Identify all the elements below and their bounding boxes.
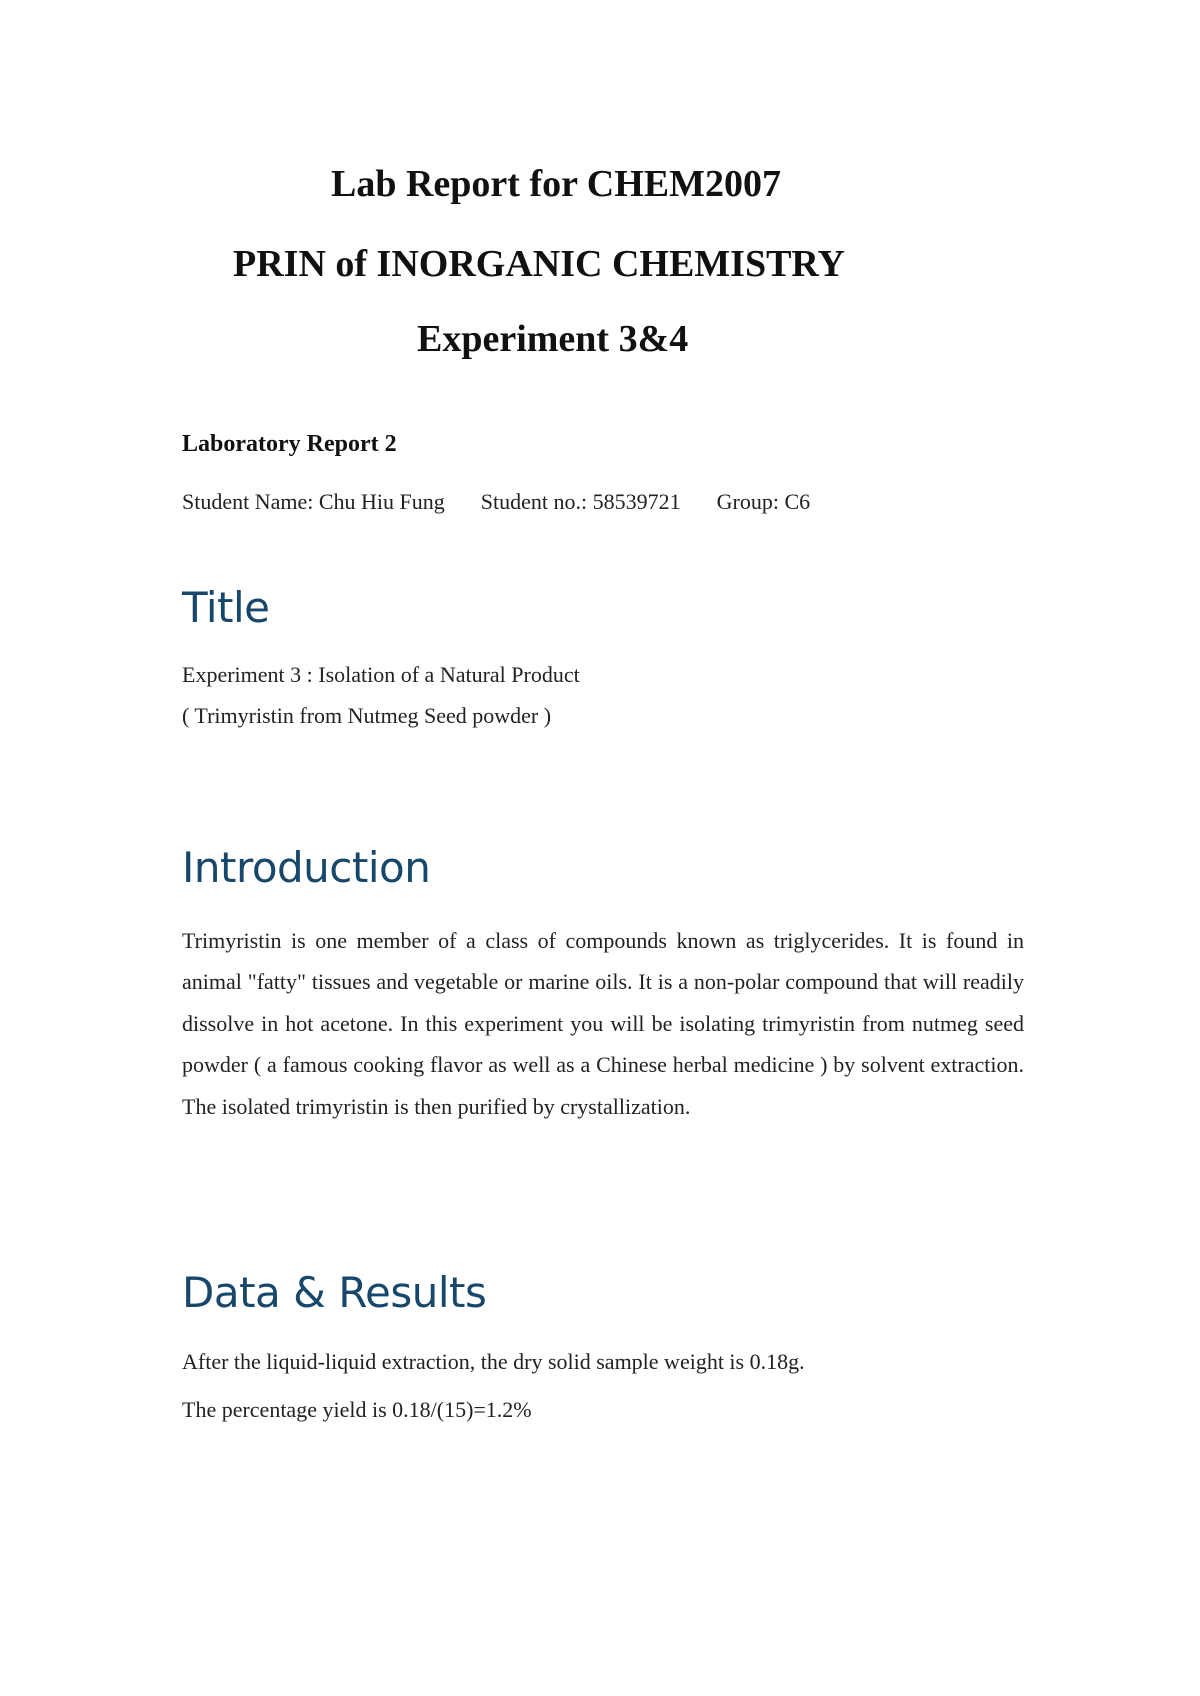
student-name: Student Name: Chu Hiu Fung: [182, 489, 445, 514]
section-heading-introduction: Introduction: [182, 843, 431, 892]
data-result-yield: The percentage yield is 0.18/(15)=1.2%: [182, 1397, 532, 1422]
section-heading-title: Title: [182, 583, 270, 632]
cover-title-subject: PRIN of INORGANIC CHEMISTRY: [233, 243, 845, 285]
section-heading-data-results: Data & Results: [182, 1268, 487, 1317]
introduction-paragraph: Trimyristin is one member of a class of compounds known as triglycerides. It is found in animal "fatty" tissues and vegetable or marine oils. It is a non-polar compound that will readily dissolve in hot acetone. In this experiment you will be isolating trimyristin from nutmeg seed powder ( a famous cooking flavor as well as a Chinese herbal medicine ) by solvent extraction. The isolated trimyristin is then purified by crystallization.: [182, 928, 1024, 1119]
cover-title-experiment: Experiment 3&4: [417, 318, 689, 360]
student-number: Student no.: 58539721: [480, 489, 681, 514]
experiment-title-line: Experiment 3 : Isolation of a Natural Product: [182, 662, 580, 687]
experiment-subtitle-line: ( Trimyristin from Nutmeg Seed powder ): [182, 703, 552, 728]
student-group: Group: C6: [716, 489, 811, 514]
student-info: [182, 489, 810, 515]
data-result-weight: After the liquid-liquid extraction, the dry solid sample weight is 0.18g.: [182, 1349, 805, 1374]
cover-title-course: Lab Report for CHEM2007: [331, 163, 781, 205]
report-label: Laboratory Report 2: [182, 431, 397, 457]
